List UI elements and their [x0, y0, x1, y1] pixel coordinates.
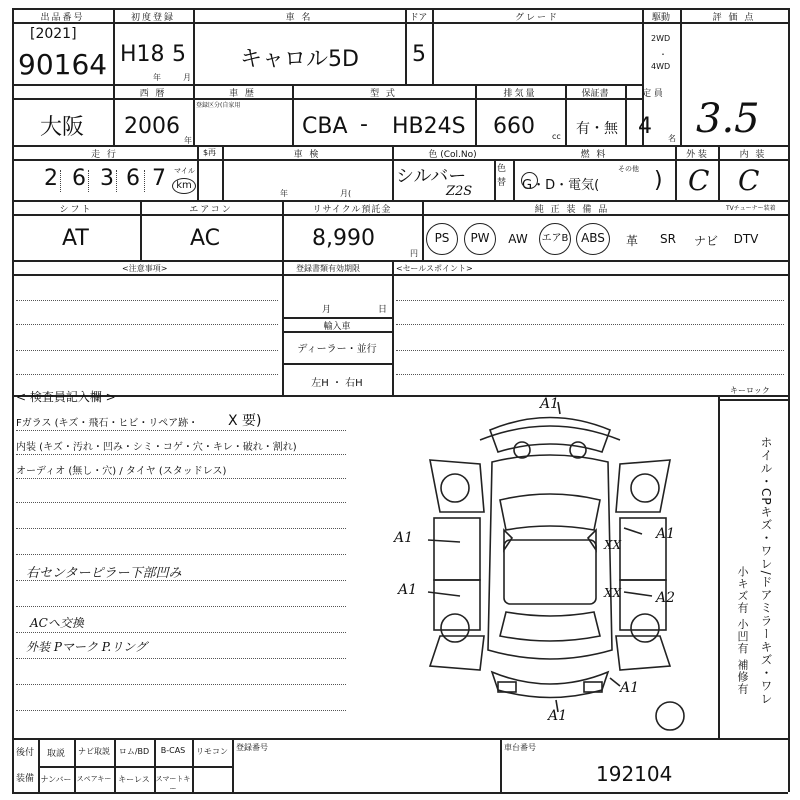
- mileage-digit: 6: [72, 166, 86, 191]
- equipment-item: エアB: [539, 223, 571, 255]
- shift-label: シフト: [59, 205, 93, 215]
- lot-number-label: 出品番号: [40, 13, 85, 23]
- model-dash: -: [360, 112, 368, 137]
- handwritten-note-ac: ACへ交換: [30, 616, 84, 630]
- grade-label: グレード: [514, 13, 559, 23]
- windshield: [500, 494, 600, 530]
- color: シルバー: [396, 166, 467, 187]
- fuel-selected-mark: [521, 172, 538, 189]
- damage-mark-xx-rear: XX: [604, 586, 622, 600]
- left-front-fender: [430, 460, 484, 512]
- shift: AT: [62, 226, 89, 251]
- body-outline: [488, 455, 612, 659]
- exterior-grade: C: [688, 164, 710, 197]
- recycle-label: リサイクル預託金: [312, 205, 392, 215]
- damage-mark-left-rear: A1: [398, 582, 418, 598]
- car-damage-diagram: [380, 400, 720, 735]
- ac-label: エアコン: [189, 205, 233, 215]
- score-label: 評 価 点: [712, 13, 756, 23]
- import-car-label: 輸入車: [323, 322, 351, 332]
- dealer-parallel-label: ディーラー・並行: [297, 344, 377, 355]
- mileage-digit: 2: [44, 166, 58, 191]
- mileage-digit: 3: [100, 166, 114, 191]
- manufacture-year: 2006: [124, 114, 180, 139]
- chassis-number-label: 車台番号: [504, 743, 536, 752]
- drive-4wd: 4WD: [651, 62, 671, 71]
- damage-mark-rear: A1: [548, 708, 568, 724]
- equipment-label: 純 正 装 備 品: [534, 205, 610, 215]
- equipment-item: 革: [625, 234, 638, 248]
- equipment-item: PW: [464, 223, 496, 255]
- damage-legend: 小キズ有 小凹有 補修有: [736, 566, 749, 695]
- tv-tuner-label: TVチューナー装着: [726, 205, 776, 212]
- registration-era-year: H18: [120, 42, 165, 67]
- inspection-label: 車 検: [293, 150, 321, 160]
- yen-unit: 円: [410, 249, 418, 258]
- recycle-fee: 8,990: [312, 226, 375, 251]
- capacity-suffix: 名: [668, 134, 676, 143]
- door-label: ドア: [409, 13, 428, 23]
- handwritten-note-pillar: 右センターピラー下部凹み: [26, 566, 182, 581]
- damage-mark-front: A1: [540, 396, 560, 412]
- left-front-wheel: [441, 474, 469, 502]
- equipment-item: PS: [426, 223, 458, 255]
- expiry-day-label: 日: [378, 305, 388, 315]
- fuel-close-paren: ): [654, 168, 663, 193]
- right-front-wheel: [631, 474, 659, 502]
- mile-unit: マイル: [174, 167, 195, 175]
- area: 大阪: [40, 115, 85, 140]
- drive-label: 駆動: [651, 13, 670, 23]
- drive-separator: ・: [659, 50, 667, 59]
- air-conditioner: AC: [190, 226, 221, 251]
- inspection-month-suffix: 月(: [340, 189, 352, 198]
- registration-number-label: 登録番号: [236, 743, 268, 752]
- month-suffix: 月: [183, 73, 191, 82]
- mileage-digit: 6: [126, 166, 140, 191]
- year-suffix: 年: [153, 73, 161, 82]
- color-label: 色 (Col.No): [428, 150, 477, 160]
- equipment-footer-label: 装備: [16, 774, 35, 784]
- footer-item-manual: 取説: [46, 749, 65, 759]
- cc-unit: cc: [552, 132, 561, 141]
- mileage-label: 走 行: [91, 150, 118, 160]
- front-glass-line: Fガラス (キズ・飛石・ヒビ・リペア跡・: [16, 418, 199, 429]
- first-registration-label: 初度登録: [130, 13, 175, 23]
- front-bumper-shape: [490, 418, 610, 453]
- equipment-item: DTV: [733, 232, 759, 246]
- model-code: HB24S: [392, 114, 466, 139]
- interior-condition-line: 内装 (キズ・汚れ・凹み・シミ・コゲ・穴・キレ・破れ・割れ): [16, 442, 297, 453]
- after-fit-label: 後付: [16, 748, 35, 758]
- evaluation-score: 3.5: [696, 96, 760, 142]
- expiry-month-label: 月: [322, 305, 332, 315]
- dollar-label: $再: [202, 148, 217, 157]
- exterior-label: 外 装: [686, 150, 707, 160]
- footer-item-smart-key: スマートキー: [155, 775, 191, 793]
- warranty-value: 有・無: [576, 121, 618, 137]
- displacement-label: 排気量: [503, 89, 537, 99]
- car-name: キャロル5D: [240, 47, 359, 72]
- footer-item-keyless: キーレス: [118, 775, 150, 784]
- key-lock-label: キーロック: [730, 386, 770, 395]
- registration-month: 5: [172, 42, 186, 67]
- fuel-other-label: その他: [618, 165, 639, 173]
- damage-mark-left-front: A1: [394, 530, 414, 546]
- footer-item-remote: リモコン: [196, 747, 228, 756]
- spare-wheel: [656, 702, 684, 730]
- car-name-label: 車 名: [285, 13, 313, 23]
- inspector-title: < 検査員記入欄 >: [16, 390, 116, 404]
- left-front-door: [434, 518, 480, 580]
- footer-item-rom: ロム/BD: [118, 747, 150, 756]
- auction-year-tag: [2021]: [30, 26, 77, 42]
- warranty-label: 保証書: [581, 89, 609, 99]
- handwritten-note-exterior: 外装 Pマーク P.リング: [26, 640, 147, 654]
- drive-2wd: 2WD: [651, 34, 671, 43]
- right-front-fender: [616, 460, 670, 512]
- roof: [504, 540, 596, 604]
- interior-label: 内 装: [739, 150, 767, 160]
- displacement: 660: [493, 114, 535, 139]
- rear-bumper-shape: [492, 672, 608, 698]
- fuel-value: G・D・電気(: [522, 178, 600, 193]
- footer-item-nav-manual: ナビ取説: [78, 747, 110, 756]
- chassis-number: 192104: [596, 762, 673, 786]
- history-sub-label: 登録区分(自家用: [196, 102, 241, 109]
- wheel-mirror-legend: ホイル・CPキズ・ワレ/ドアミラーキズ・ワレ: [759, 436, 773, 706]
- lot-number: 90164: [18, 48, 108, 81]
- right-rear-wheel: [631, 614, 659, 642]
- caution-label: <注意事項>: [122, 264, 168, 273]
- footer-item-number: ナンバー: [40, 775, 72, 784]
- steering-side-label: 左H ・ 右H: [311, 378, 363, 389]
- document-expiry-label: 登録書類有効期限: [296, 264, 360, 273]
- door-count: 5: [412, 42, 426, 67]
- damage-mark-right-front: A1: [656, 526, 676, 542]
- model-prefix: CBA: [302, 114, 348, 139]
- fuel-label: 燃 料: [580, 150, 608, 160]
- year-ad-suffix: 年: [184, 136, 192, 145]
- sales-point-label: <セールスポイント>: [396, 264, 473, 273]
- equipment-item: ABS: [576, 223, 610, 255]
- damage-mark-rear-right: A1: [620, 680, 640, 696]
- equipment-item: ナビ: [693, 234, 718, 248]
- inspection-year-suffix: 年: [280, 189, 288, 198]
- damage-mark-right-rear: A2: [656, 590, 676, 606]
- front-glass-mark: X 要): [228, 413, 262, 429]
- color-code: Z2S: [446, 184, 473, 199]
- year-ad-label: 西 暦: [139, 89, 167, 99]
- history-label: 車 歴: [229, 89, 256, 99]
- footer-item-bcas: B-CAS: [160, 746, 186, 755]
- damage-mark-xx-front: XX: [604, 538, 622, 552]
- capacity-label: 定 員: [642, 89, 663, 99]
- left-rear-wheel: [441, 614, 469, 642]
- equipment-item: SR: [660, 232, 676, 246]
- rear-window: [500, 612, 600, 641]
- km-unit-circled: km: [172, 178, 196, 194]
- audio-tire-line: オーディオ (無し・穴) / タイヤ (スタッドレス): [16, 466, 227, 477]
- left-rear-door: [434, 580, 480, 630]
- mileage-digit: 7: [152, 166, 166, 191]
- equipment-item: AW: [508, 232, 528, 246]
- color-change-label: 色替: [497, 164, 507, 188]
- interior-grade: C: [738, 164, 760, 197]
- capacity: 4: [638, 114, 652, 139]
- model-label: 型 式: [370, 89, 397, 99]
- footer-item-spare-key: スペアキー: [76, 775, 112, 783]
